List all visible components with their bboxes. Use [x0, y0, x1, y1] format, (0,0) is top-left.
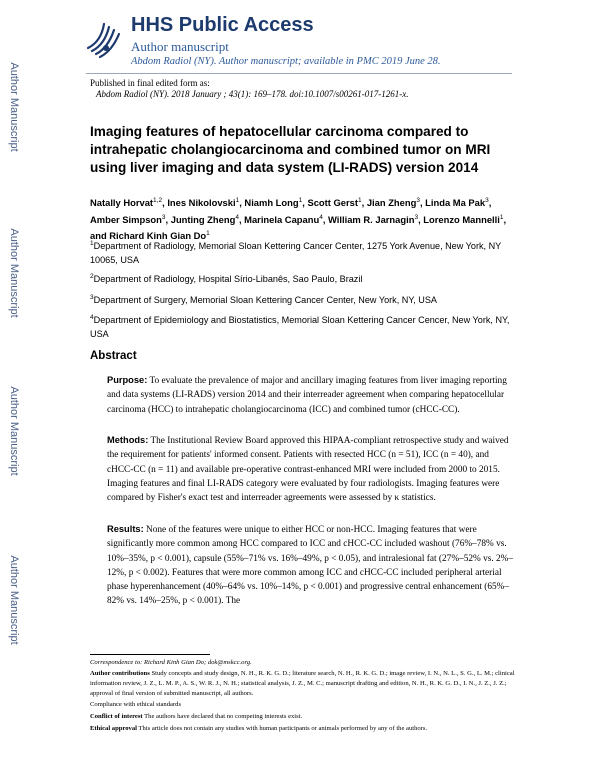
- author-contributions-note: Author contributions Study concepts and study design, N. H., R. K. G. D.; literature search, N. H., R. K. G. D.; image review, I. N., N. L., S. G., L. M.; clinical information review, J. Z., L. M. P., A. S., W. R. J., N. H.; statistical analysis, J. Z., M. C.; manuscript drafting and edition, N. H., R. K. G. D., I. N., J. Z., J. Z.; approval of final version of submitted manuscript, all authors.: [90, 670, 515, 697]
- author: Scott Gerst$^1$: [307, 197, 362, 209]
- compliance-note: Compliance with ethical standards: [90, 701, 182, 708]
- affiliation: $^2$Department of Radiology, Hospital Sírio-Libanês, Sao Paulo, Brazil: [90, 273, 363, 285]
- affiliation: $^4$Department of Epidemiology and Biostatistics, Memorial Sloan Kettering Cancer Cencer, New York, NY, USA: [90, 314, 510, 340]
- header-divider: [86, 73, 512, 74]
- side-label-author-manuscript: Author Manuscript: [8, 555, 20, 645]
- header-title: HHS Public Access: [131, 14, 314, 36]
- ethical-approval-note: Ethical approval This article does not contain any studies with human participants or animals performed by any of the authors.: [90, 725, 428, 732]
- author: Junting Zheng$^4$: [170, 213, 239, 225]
- published-citation: Abdom Radiol (NY). 2018 January ; 43(1): 169–178. doi:10.1007/s00261-017-1261-x.: [96, 89, 409, 99]
- author-list: Natally Horvat$^{1,2}$, Ines Nikolovski$^1$, Niamh Long$^1$, Scott Gerst$^1$, Jian Zheng$^3$, Linda Ma Pak$^3$, Amber Simpson$^3$, Junting Zheng$^4$, Marinela Capanu$^4$, William R. Jarnagin$^3$, Lorenzo Mannelli$^1$, and Richard Kinh Gian Do$^1$: [90, 197, 507, 242]
- side-label-author-manuscript: Author Manuscript: [8, 386, 20, 476]
- side-label-author-manuscript: Author Manuscript: [8, 62, 20, 152]
- abstract-results: Results: None of the features were unique to either HCC or non-HCC. Imaging features that were significantly more common among HCC compared to ICC and cHCC-CC included washout (76%–78% vs. 10%–35%, p < 0.001), capsule (55%–71% vs. 16%–49%, p < 0.05), and intralesional fat (27%–52% vs. 2%–12%, p < 0.002). Features that were more common among ICC and cHCC-CC included peripheral arterial phase hyperenhancement (40%–64% vs. 10%–14%, p < 0.001) and progressive central enhancement (65%–82% vs. 14%–25%, p < 0.001). The: [107, 524, 514, 607]
- header-journal-line: Abdom Radiol (NY). Author manuscript; available in PMC 2019 June 28.: [131, 56, 441, 67]
- published-label: Published in final edited form as:: [90, 78, 210, 88]
- author: Niamh Long$^1$: [244, 197, 303, 209]
- author: William R. Jarnagin$^3$: [328, 213, 419, 225]
- abstract-heading: Abstract: [90, 350, 137, 362]
- abstract-purpose: Purpose: To evaluate the prevalence of major and ancillary imaging features from liver imaging reporting and data systems (LI-RADS) version 2014 and their interreader agreement when comparing hepatocellular carcinoma (HCC) to intrahepatic cholangiocarcinoma (ICC) and combined tumor (cHCC-CC).: [107, 375, 507, 415]
- author: Linda Ma Pak$^3$: [425, 197, 489, 209]
- hhs-eagle-logo: [82, 18, 126, 62]
- author: Marinela Capanu$^4$: [244, 213, 323, 225]
- abstract-methods: Methods: The Institutional Review Board approved this HIPAA-compliant retrospective study and waived the requirement for patients' informed consent. Patients with resected HCC (n = 51), ICC (n = 40), and cHCC-CC (n = 11) and available pre-operative contrast-enhanced MRI were included from 2000 to 2015. Imaging features and final LI-RADS category were evaluated by four radiologists. Imaging features were compared by Fisher's exact test and interreader agreements were assessed by κ statistics.: [107, 435, 509, 504]
- correspondence-note: Correspondence to: Richard Kinh Gian Do; dok@mskcc.org.: [90, 659, 252, 666]
- side-label-author-manuscript: Author Manuscript: [8, 228, 20, 318]
- author: Jian Zheng$^3$: [366, 197, 420, 209]
- affiliation: $^1$Department of Radiology, Memorial Sloan Kettering Cancer Center, 1275 York Avenue, New York, NY 10065, USA: [90, 240, 502, 266]
- author: Lorenzo Mannelli$^1$: [423, 213, 504, 225]
- author: Amber Simpson$^3$: [90, 213, 166, 225]
- conflict-note: Conflict of interest The authors have declared that no competing interests exist.: [90, 713, 303, 720]
- author: Natally Horvat$^{1,2}$: [90, 197, 163, 209]
- affiliation: $^3$Department of Surgery, Memorial Sloan Kettering Cancer Center, New York, NY, USA: [90, 294, 437, 306]
- author: Ines Nikolovski$^1$: [167, 197, 240, 209]
- article-title: Imaging features of hepatocellular carcinoma compared to intrahepatic cholangiocarcinoma and combined tumor on MRI using liver imaging and data system (LI-RADS) version 2014: [90, 124, 491, 175]
- header-subtitle: Author manuscript: [131, 39, 229, 54]
- author: Richard Kinh Gian Do$^1$: [109, 230, 210, 242]
- footnote-divider: [90, 654, 210, 655]
